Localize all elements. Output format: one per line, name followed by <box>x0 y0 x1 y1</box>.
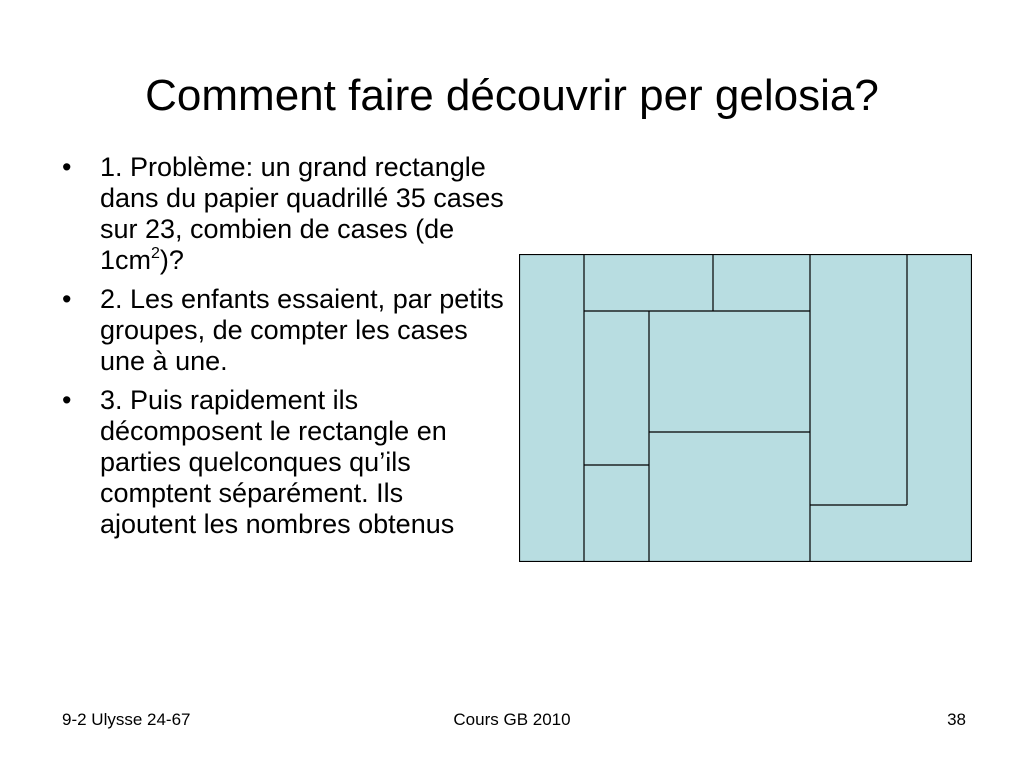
bullet-text-1-superscript: 2 <box>151 245 160 262</box>
bullet-text-2: 2. Les enfants essaient, par petits groupes, de compter les cases une à une. <box>100 284 504 376</box>
rectangle-decomposition-diagram <box>519 254 972 562</box>
bullet-text-1-main: 1. Problème: un grand rectangle dans du papier quadrillé 35 cases sur 23, combien de cases (de 1cm <box>100 152 504 275</box>
bullet-text-1 <box>100 152 504 275</box>
bullet-marker: • <box>62 152 72 182</box>
footer-left: 9-2 Ulysse 24-67 <box>62 710 191 729</box>
bullet-item-1 <box>56 152 506 276</box>
diagram-outer-rectangle <box>520 255 972 562</box>
slide-number: 38 <box>947 710 966 729</box>
bullet-text-1-end: )? <box>159 245 184 275</box>
bullet-item-2 <box>56 284 506 377</box>
bullet-text-3: 3. Puis rapidement ils décomposent le rectangle en parties quelconques qu’ils comptent séparément. Ils ajoutent les nombres obtenus <box>100 385 455 539</box>
bullet-marker: • <box>62 284 72 314</box>
slide-title: Comment faire découvrir per gelosia? <box>145 71 879 120</box>
bullet-item-3 <box>56 385 506 540</box>
bullet-list <box>56 152 506 548</box>
bullet-marker: • <box>62 385 72 415</box>
footer-center: Cours GB 2010 <box>453 710 571 729</box>
